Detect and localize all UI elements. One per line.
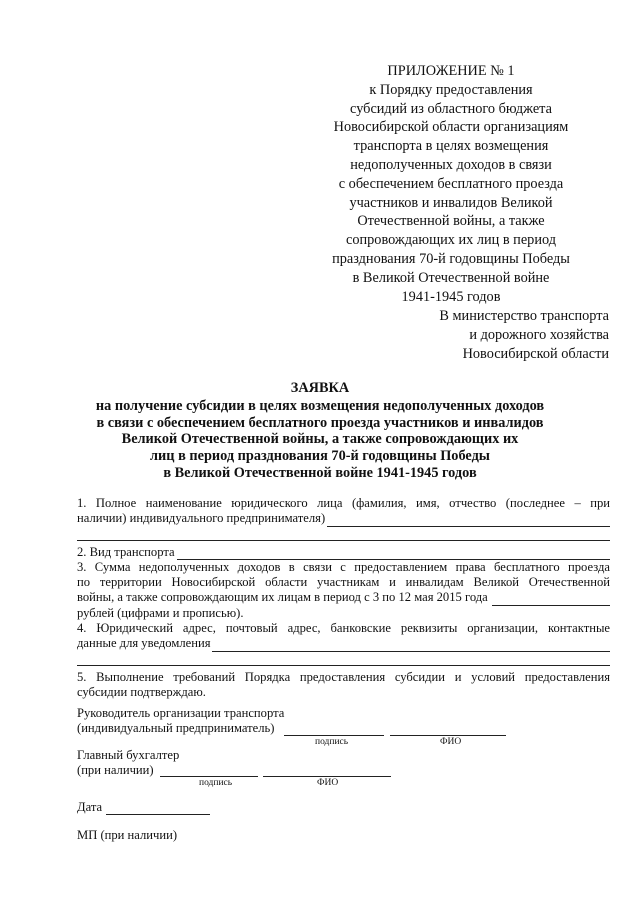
contact-details-field[interactable] bbox=[212, 639, 610, 652]
item-3-text: 3. Сумма недополученных доходов в связи с предоставлением права бесплатного проезда bbox=[77, 559, 610, 574]
appendix-line: Отечественной войны, а также bbox=[357, 213, 545, 230]
legal-name-field-continued[interactable] bbox=[77, 527, 610, 541]
appendix-line: празднования 70-й годовщины Победы bbox=[332, 250, 570, 267]
amount-field[interactable] bbox=[492, 593, 610, 606]
item-4-text: 4. Юридический адрес, почтовый адрес, банковские реквизиты организации, контактные bbox=[77, 621, 610, 636]
appendix-line: субсидий из областного бюджета bbox=[350, 100, 552, 117]
appendix-header bbox=[320, 62, 582, 306]
appendix-line: недополученных доходов в связи bbox=[350, 156, 552, 173]
item-3-label: войны, а также сопровождающим их лицам в период с 3 по 12 мая 2015 года bbox=[77, 590, 488, 605]
appendix-line: транспорта в целях возмещения bbox=[353, 138, 549, 155]
recipient-block bbox=[439, 307, 609, 363]
appendix-line: сопровождающих их лиц в период bbox=[346, 232, 556, 249]
document-title bbox=[0, 380, 640, 482]
legal-name-field[interactable] bbox=[327, 514, 610, 527]
title-line: в связи с обеспечением бесплатного проезда участников и инвалидов bbox=[96, 414, 544, 431]
date-field[interactable] bbox=[106, 814, 210, 815]
seal-label: МП (при наличии) bbox=[77, 828, 178, 842]
date-label: Дата bbox=[77, 800, 103, 814]
item-1-text: 1. Полное наименование юридического лица (фамилия, имя, отчество (последнее – при bbox=[77, 496, 610, 510]
contact-details-field-continued[interactable] bbox=[77, 652, 610, 666]
item-3-text: рублей (цифрами и прописью). bbox=[77, 605, 244, 620]
accountant-signature-field[interactable] bbox=[160, 776, 258, 777]
appendix-line: к Порядку предоставления bbox=[369, 81, 533, 98]
transport-type-field[interactable] bbox=[177, 547, 610, 560]
title-line: Великой Отечественной войны, а также сопровождающих их bbox=[121, 431, 519, 448]
form-body bbox=[77, 496, 610, 700]
item-2-row bbox=[77, 545, 610, 560]
appendix-line: с обеспечением бесплатного проезда bbox=[338, 175, 564, 192]
item-5-text: 5. Выполнение требований Порядка предоставления субсидии и условий предоставления bbox=[77, 669, 610, 684]
head-signature-field[interactable] bbox=[284, 735, 384, 736]
item-3-text: по территории Новосибирской области участникам и инвалидам Великой Отечественной bbox=[77, 575, 610, 590]
head-signature-caption: подпись bbox=[315, 737, 349, 747]
title-line: в Великой Отечественной войне 1941-1945 годов bbox=[163, 464, 477, 481]
appendix-line: 1941-1945 годов bbox=[401, 288, 501, 305]
recipient-line: Новосибирской области bbox=[462, 345, 609, 362]
head-name-field[interactable] bbox=[390, 735, 506, 736]
item-1-label: наличии) индивидуального предпринимателя) bbox=[77, 511, 326, 526]
appendix-line: участников и инвалидов Великой bbox=[349, 194, 553, 211]
accountant-signature-label bbox=[77, 748, 179, 779]
head-signature-label bbox=[77, 706, 284, 737]
accountant-name-caption: ФИО bbox=[317, 778, 339, 788]
title-line: на получение субсидии в целях возмещения недополученных доходов bbox=[95, 397, 545, 414]
accountant-name-field[interactable] bbox=[263, 776, 391, 777]
item-2-label: 2. Вид транспорта bbox=[77, 544, 175, 559]
item-4-row bbox=[77, 636, 610, 651]
item-4-label: данные для уведомления bbox=[77, 636, 211, 651]
accountant-signature-caption: подпись bbox=[199, 778, 233, 788]
appendix-line: Новосибирской области организациям bbox=[333, 119, 569, 136]
appendix-line: в Великой Отечественной войне bbox=[352, 269, 550, 286]
accountant-label-line: (при наличии) bbox=[77, 763, 154, 778]
accountant-label-line: Главный бухгалтер bbox=[77, 748, 180, 762]
title-line: лиц в период празднования 70-й годовщины Победы bbox=[150, 448, 490, 465]
recipient-line: и дорожного хозяйства bbox=[469, 326, 609, 343]
item-1-row bbox=[77, 511, 610, 526]
recipient-line: В министерство транспорта bbox=[439, 308, 609, 324]
head-label-line: Руководитель организации транспорта bbox=[77, 706, 285, 720]
head-label-line: (индивидуальный предприниматель) bbox=[77, 721, 275, 736]
appendix-line: ПРИЛОЖЕНИЕ № 1 bbox=[387, 63, 515, 79]
item-3-row bbox=[77, 590, 610, 605]
title-heading: ЗАЯВКА bbox=[290, 380, 350, 396]
item-5-text: субсидии подтверждаю. bbox=[77, 684, 206, 699]
head-name-caption: ФИО bbox=[440, 737, 462, 747]
